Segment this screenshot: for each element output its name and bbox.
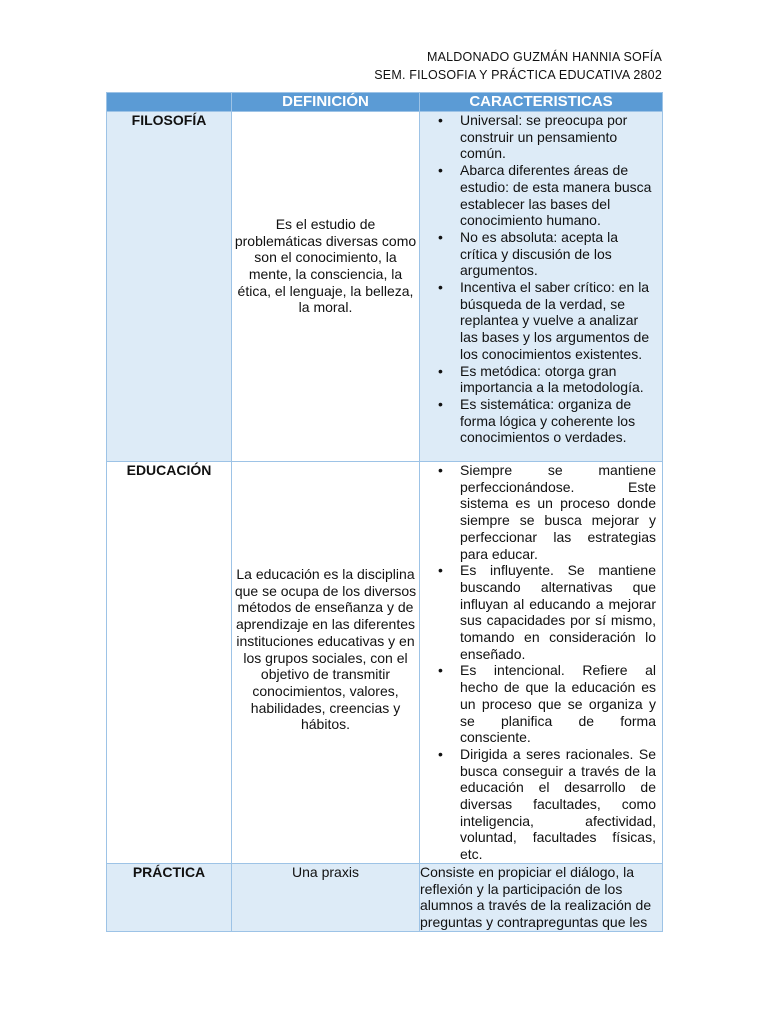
- characteristics-cell-educacion: [420, 462, 663, 864]
- table-row-practica: [107, 863, 663, 931]
- definition-cell-educacion: [232, 462, 420, 864]
- definition-text-filosofia: Es el estudio de problemáticas diversas como son el conocimiento, la mente, la consciencia, la ética, el lenguaje, la belleza, la moral.: [234, 215, 417, 316]
- row-label-filosofia: FILOSOFÍA: [107, 112, 232, 462]
- course-title: SEM. FILOSOFIA Y PRÁCTICA EDUCATIVA 2802: [374, 68, 662, 82]
- definition-cell-practica: [232, 863, 420, 931]
- definition-text-practica: Una praxis: [292, 863, 359, 880]
- list-item: • Incentiva el saber crítico: en la búsqueda de la verdad, se replantea y vuelve a analizar las bases y los argumentos de los conocimientos existentes.: [460, 279, 656, 363]
- list-item: • Es metódica: otorga gran importancia a la metodología.: [460, 363, 656, 396]
- list-item: • Universal: se preocupa por construir un pensamiento común.: [460, 112, 656, 162]
- table-row-educacion: [107, 462, 663, 864]
- table-header-row: [107, 93, 663, 112]
- characteristics-text-practica: Consiste en propiciar el diálogo, la reflexión y la participación de los alumnos a través de la realización de preguntas y contrapreguntas que les: [420, 863, 652, 930]
- comparison-table: [106, 92, 663, 932]
- characteristics-list-filosofia: [420, 112, 662, 446]
- row-label-practica: PRÁCTICA: [107, 863, 232, 931]
- characteristics-list-educacion: [420, 462, 662, 863]
- characteristics-cell-filosofia: [420, 112, 663, 462]
- list-item: • Es sistemática: organiza de forma lógica y coherente los conocimientos o verdades.: [460, 396, 656, 446]
- definition-cell-filosofia: [232, 112, 420, 462]
- definition-text-educacion: La educación es la disciplina que se ocupa de los diversos métodos de enseñanza y de aprendizaje en las diferentes instituciones educativas y en los grupos sociales, con el objetivo de transmitir conocimientos, valores, habilidades, creencias y hábitos.: [234, 565, 417, 733]
- list-item: • Dirigida a seres racionales. Se busca conseguir a través de la educación el desarrollo de diversas facultades, como inteligencia, afectividad, voluntad, facultades físicas, etc.: [460, 746, 656, 863]
- list-item: • Abarca diferentes áreas de estudio: de esta manera busca establecer las bases del conocimiento humano.: [460, 162, 656, 229]
- header-corner-cell: [107, 93, 232, 112]
- header-definition: DEFINICIÓN: [232, 93, 420, 112]
- list-item: • Es influyente. Se mantiene buscando alternativas que influyan al educando a mejorar sus capacidades por sí mismo, tomando en consideración lo enseñado.: [460, 562, 656, 662]
- characteristics-cell-practica: [420, 863, 663, 931]
- list-item: • No es absoluta: acepta la crítica y discusión de los argumentos.: [460, 229, 656, 279]
- document-header: [374, 48, 662, 84]
- list-item: • Siempre se mantiene perfeccionándose. Este sistema es un proceso donde siempre se busca mejorar y perfeccionar las estrategias para educar.: [460, 462, 656, 562]
- list-item: • Es intencional. Refiere al hecho de que la educación es un proceso que se organiza y se planifica de forma consciente.: [460, 662, 656, 746]
- author-name: MALDONADO GUZMÁN HANNIA SOFÍA: [427, 50, 662, 64]
- table-row-filosofia: [107, 112, 663, 462]
- header-characteristics: CARACTERISTICAS: [420, 93, 663, 112]
- row-label-educacion: EDUCACIÓN: [107, 462, 232, 864]
